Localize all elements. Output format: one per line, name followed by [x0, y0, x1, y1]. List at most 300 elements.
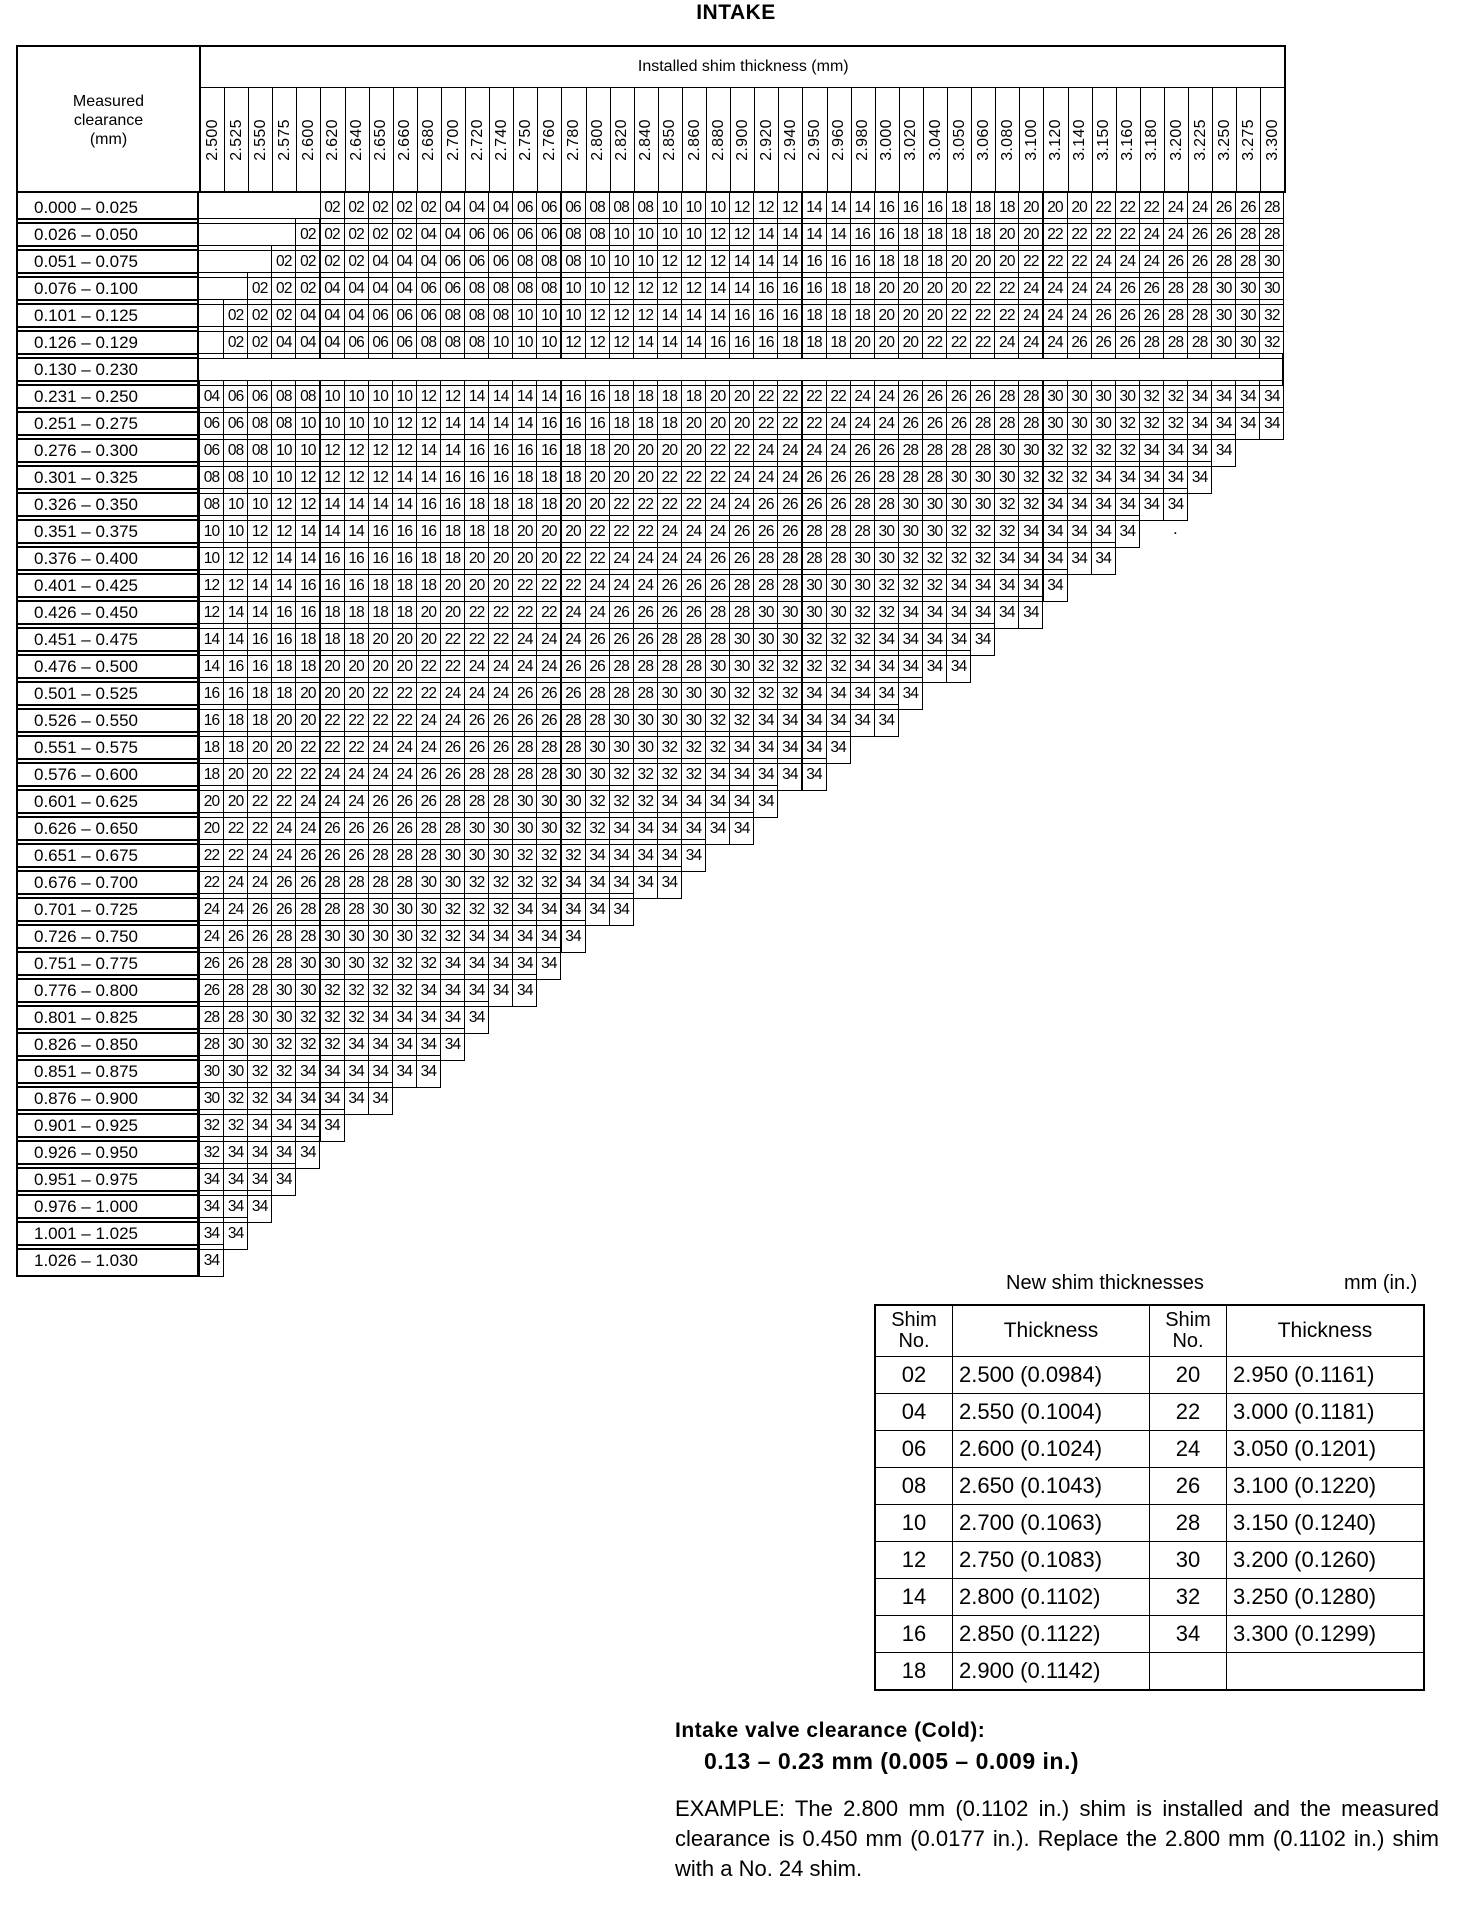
- shim-number-cell: 20: [536, 515, 561, 548]
- shim-number-cell: 14: [705, 299, 730, 332]
- shim-number-cell: 32: [729, 704, 754, 737]
- shim-number-cell: 26: [1163, 245, 1188, 278]
- shim-number-cell: 12: [247, 542, 272, 575]
- shim-number-cell: 12: [753, 191, 778, 224]
- shim-number-cell: 04: [440, 191, 465, 224]
- shim-number-cell: 18: [681, 380, 706, 413]
- shim-number-cell: 14: [320, 515, 345, 548]
- shim-number-cell: 12: [440, 380, 465, 413]
- shim-number-cell: 32: [223, 1082, 248, 1115]
- shim-number-cell: 22: [223, 812, 248, 845]
- shim-number-cell: 08: [247, 407, 272, 440]
- shim-number-cell: 20: [344, 677, 369, 710]
- shim-number-cell: 34: [1163, 461, 1188, 494]
- shim-number-cell: 18: [561, 461, 586, 494]
- shim-number-cell: 24: [585, 596, 610, 629]
- shim-number-cell: 34: [1018, 542, 1043, 575]
- shim-number-cell: 26: [271, 866, 296, 899]
- shim-number-cell: 14: [826, 218, 851, 251]
- shim-number-cell: 06: [440, 245, 465, 278]
- clearance-range: 0.351 – 0.375: [16, 515, 199, 548]
- shim-number-cell: 24: [416, 731, 441, 764]
- shim-number-cell: 22: [1018, 245, 1043, 278]
- shim-number-cell: 02: [320, 218, 345, 251]
- shim-number-cell: 34: [874, 650, 899, 683]
- measured-clearance-header: Measured clearance (mm): [18, 47, 201, 193]
- shim-number-cell: 24: [199, 893, 224, 926]
- shim-number-cell: 16: [561, 380, 586, 413]
- shim-number-cell: 24: [1018, 326, 1043, 359]
- shim-number-cell: 34: [320, 1109, 345, 1142]
- shim-number-cell: 06: [223, 407, 248, 440]
- shim-number-cell: 24: [681, 542, 706, 575]
- shim-number-cell: 34: [1163, 434, 1188, 467]
- shim-number-cell: 32: [1091, 434, 1116, 467]
- shim-number-cell: 26: [609, 596, 634, 629]
- installed-thickness-label: 2.525: [227, 118, 245, 161]
- shim-number-cell: 16: [320, 569, 345, 602]
- shim-number-cell: 30: [802, 569, 827, 602]
- shim-number-cell: 30: [729, 650, 754, 683]
- shim-number-cell: 32: [729, 677, 754, 710]
- shim-number-cell: 32: [512, 839, 537, 872]
- shim-number-cell: 14: [199, 623, 224, 656]
- shim-number-cell: 34: [705, 785, 730, 818]
- shim-number-cell: 16: [874, 191, 899, 224]
- shim-number-cell: 30: [1211, 299, 1236, 332]
- shim-number-cell: 16: [320, 542, 345, 575]
- shim-number-cell: 24: [247, 839, 272, 872]
- clearance-range: 0.601 – 0.625: [16, 785, 199, 818]
- shim-number-cell: 20: [223, 758, 248, 791]
- shim-number-cell: 32: [970, 542, 995, 575]
- shim-number-cell: 32: [777, 650, 802, 683]
- shim-number-cell: 10: [657, 191, 682, 224]
- shim-number-cell: 02: [392, 191, 417, 224]
- shim-number-cell: 34: [681, 785, 706, 818]
- shim-number-cell: 26: [512, 677, 537, 710]
- installed-thickness-label: 2.620: [324, 118, 342, 161]
- installed-thickness-label: 2.680: [420, 118, 438, 161]
- shim-number-cell: 24: [633, 542, 658, 575]
- shim-number-cell: 22: [1115, 191, 1140, 224]
- shim-number-cell: 28: [922, 434, 947, 467]
- shim-number-cell: 14: [777, 218, 802, 251]
- installed-thickness-col: [1093, 88, 1117, 191]
- installed-thickness-col: [346, 88, 370, 191]
- shim-number-cell: 04: [488, 191, 513, 224]
- shim-number-cell: 24: [1043, 299, 1068, 332]
- shim-number-cell: 26: [681, 569, 706, 602]
- shim-number-cell: 32: [922, 569, 947, 602]
- shim-number-cell: 24: [826, 407, 851, 440]
- shim-number-cell: 08: [199, 461, 224, 494]
- shim-number-cell: 22: [729, 434, 754, 467]
- shim-number-cell: 02: [271, 272, 296, 305]
- shim-number-cell: 14: [295, 515, 320, 548]
- shim-number-cell: 32: [946, 542, 971, 575]
- shim-number-cell: 30: [536, 785, 561, 818]
- shim-number-cell: 34: [1187, 461, 1212, 494]
- shim-number-cell: 12: [705, 245, 730, 278]
- shim-number-cell: 18: [898, 218, 923, 251]
- shim-number-cell: 30: [488, 839, 513, 872]
- shim-number-cell: 34: [970, 569, 995, 602]
- shim-number-cell: 16: [247, 650, 272, 683]
- shim-number-cell: 34: [1043, 488, 1068, 521]
- shim-number-cell: 18: [922, 218, 947, 251]
- shim-number-cell: 12: [368, 434, 393, 467]
- shim-number-cell: 28: [705, 623, 730, 656]
- shim-number-cell: 32: [1115, 407, 1140, 440]
- shim-number-cell: 32: [1043, 434, 1068, 467]
- shim-number-cell: 26: [320, 839, 345, 872]
- shim-number-cell: 20: [416, 623, 441, 656]
- new-shim-table: [874, 1304, 1425, 1691]
- shim-number-cell: 32: [802, 650, 827, 683]
- shim-number-cell: 18: [826, 299, 851, 332]
- shim-number-cell: 02: [392, 218, 417, 251]
- shim-number-cell: 34: [512, 920, 537, 953]
- shim-number-cell: 34: [1259, 407, 1284, 440]
- shim-number-cell: 26: [247, 920, 272, 953]
- shim-number-cell: 10: [320, 380, 345, 413]
- intake-clearance-spec: [675, 1716, 1079, 1776]
- shim-number-cell: 20: [874, 272, 899, 305]
- example-text: EXAMPLE: The 2.800 mm (0.1102 in.) shim is installed and the measured clearance is 0.450 mm (0.0177 in.). Replace the 2.800 mm (0.1102 in.) shim with a No. 24 shim.: [675, 1796, 1439, 1881]
- shim-number-cell: 22: [609, 515, 634, 548]
- shim-number-cell: 26: [1115, 272, 1140, 305]
- shim-number-cell: 22: [295, 731, 320, 764]
- clearance-range: 0.101 – 0.125: [16, 299, 199, 332]
- shim-number-cell: 18: [922, 245, 947, 278]
- installed-thickness-col: [611, 88, 635, 191]
- shim-number-cell: 12: [271, 515, 296, 548]
- shim-number-cell: 20: [609, 461, 634, 494]
- shim-number-cell: 06: [199, 407, 224, 440]
- shim-number-cell: 14: [512, 407, 537, 440]
- shim-number-cell: 20: [898, 326, 923, 359]
- installed-thickness-label: 2.550: [251, 118, 269, 161]
- shim-number-cell: 20: [223, 785, 248, 818]
- installed-thickness-col: [1213, 88, 1237, 191]
- shim-number-cell: 34: [681, 812, 706, 845]
- shim-number-cell: 12: [320, 461, 345, 494]
- shim-number-cell: 30: [585, 758, 610, 791]
- shim-number-cell: 08: [271, 380, 296, 413]
- shim-number-cell: 22: [344, 731, 369, 764]
- shim-number-cell: 28: [657, 623, 682, 656]
- shim-number-cell: 34: [1211, 380, 1236, 413]
- shim-number-cell: 10: [392, 380, 417, 413]
- shim-number-cell: 28: [561, 731, 586, 764]
- shim-number-cell: 06: [488, 245, 513, 278]
- shim-number-cell: 14: [753, 218, 778, 251]
- shim-number-cell: 28: [970, 407, 995, 440]
- shim-number-cell: 24: [802, 434, 827, 467]
- installed-thickness-label: 3.040: [926, 118, 944, 161]
- shim-thickness-cell: 2.500 (0.0984): [953, 1357, 1150, 1394]
- shim-number-cell: 32: [344, 1001, 369, 1034]
- shim-number-cell: 28: [1211, 245, 1236, 278]
- shim-number-cell: 34: [633, 812, 658, 845]
- installed-thickness-col: [563, 88, 587, 191]
- shim-number-cell: 30: [1235, 299, 1260, 332]
- shim-number-cell: 20: [561, 515, 586, 548]
- shim-number-cell: 26: [536, 677, 561, 710]
- clearance-range: 0.701 – 0.725: [16, 893, 199, 926]
- shim-number-cell: 10: [295, 434, 320, 467]
- shim-number-cell: 26: [416, 758, 441, 791]
- shim-number-cell: 16: [705, 326, 730, 359]
- shim-number-cell: 04: [464, 191, 489, 224]
- installed-thickness-col: [900, 88, 924, 191]
- shim-number-cell: 14: [512, 380, 537, 413]
- shim-number-cell: 28: [368, 866, 393, 899]
- shim-number-cell: 06: [416, 272, 441, 305]
- shim-number-cell: 22: [368, 704, 393, 737]
- shim-number-cell: 12: [344, 461, 369, 494]
- shim-number-cell: 02: [320, 245, 345, 278]
- shim-number-cell: 04: [368, 272, 393, 305]
- shim-number-cell: 24: [1187, 191, 1212, 224]
- shim-number-cell: 26: [802, 461, 827, 494]
- shim-number-cell: 34: [1067, 542, 1092, 575]
- shim-number-cell: 24: [1163, 191, 1188, 224]
- shim-number-cell: 28: [344, 866, 369, 899]
- shim-number-cell: 30: [512, 785, 537, 818]
- shim-number-cell: 24: [633, 569, 658, 602]
- shim-number-cell: 32: [464, 866, 489, 899]
- shim-number-cell: 24: [1067, 272, 1092, 305]
- shim-number-cell: 26: [1211, 218, 1236, 251]
- shim-number-cell: 10: [536, 299, 561, 332]
- shim-thickness-cell: 2.850 (0.1122): [953, 1616, 1150, 1653]
- installed-thickness-label: 3.000: [878, 118, 896, 161]
- shim-number-cell: 26: [512, 704, 537, 737]
- shim-number-cell: 02: [368, 191, 393, 224]
- shim-number-cell: 30: [729, 623, 754, 656]
- shim-number-cell: 18: [368, 569, 393, 602]
- shim-number-cell: 06: [392, 326, 417, 359]
- shim-number-cell: 26: [1139, 272, 1164, 305]
- shim-number-cell: 34: [440, 1028, 465, 1061]
- shim-number-cell: 26: [464, 731, 489, 764]
- shim-number-cell: 28: [416, 812, 441, 845]
- shim-number-cell: 28: [536, 758, 561, 791]
- clearance-range: 0.326 – 0.350: [16, 488, 199, 521]
- shim-number-cell: 26: [199, 974, 224, 1007]
- shim-number-cell: 34: [777, 731, 802, 764]
- shim-number-cell: 24: [464, 650, 489, 683]
- shim-number-cell: 22: [464, 623, 489, 656]
- shim-number-cell: 18: [826, 326, 851, 359]
- shim-number-cell: 30: [368, 893, 393, 926]
- shim-number-cell: 28: [1163, 272, 1188, 305]
- shim-number-cell: 12: [657, 245, 682, 278]
- shim-number-cell: 24: [488, 677, 513, 710]
- shim-number-cell: 32: [681, 731, 706, 764]
- shim-number-cell: 10: [344, 380, 369, 413]
- shim-number-cell: 28: [1018, 407, 1043, 440]
- shim-number-cell: 34: [946, 623, 971, 656]
- shim-number-cell: 16: [368, 542, 393, 575]
- shim-number-cell: 26: [850, 434, 875, 467]
- shim-number-cell: 24: [753, 461, 778, 494]
- shim-number-cell: 30: [633, 731, 658, 764]
- shim-number-cell: 28: [922, 461, 947, 494]
- shim-number-cell: 34: [223, 1217, 248, 1250]
- shim-number-cell: 28: [826, 515, 851, 548]
- shim-number-cell: 34: [609, 866, 634, 899]
- shim-number-cell: 24: [392, 758, 417, 791]
- installed-thickness-label: 2.750: [516, 118, 534, 161]
- shim-number-cell: 30: [223, 1055, 248, 1088]
- shim-number-cell: 34: [1018, 596, 1043, 629]
- shim-number-cell: 34: [1043, 569, 1068, 602]
- shim-number-cell: 34: [1091, 515, 1116, 548]
- shim-number-cell: 30: [1043, 407, 1068, 440]
- shim-number-cell: 20: [392, 650, 417, 683]
- shim-number-cell: 04: [295, 299, 320, 332]
- shim-number-cell: 16: [585, 407, 610, 440]
- shim-number-cell: 30: [946, 461, 971, 494]
- shim-number-cell: 28: [320, 893, 345, 926]
- shim-number-cell: 02: [416, 191, 441, 224]
- shim-number-cell: 32: [295, 1001, 320, 1034]
- shim-number-cell: 34: [898, 650, 923, 683]
- shim-number-cell: 34: [970, 596, 995, 629]
- shim-number-cell: 12: [729, 218, 754, 251]
- shim-number-cell: 34: [1235, 380, 1260, 413]
- shim-number-cell: 32: [392, 947, 417, 980]
- shim-number-cell: 20: [946, 245, 971, 278]
- shim-number-cell: 18: [970, 191, 995, 224]
- shim-number-cell: 10: [705, 191, 730, 224]
- shim-number-cell: 16: [392, 515, 417, 548]
- shim-number-cell: 24: [320, 785, 345, 818]
- shim-number-cell: 34: [1187, 380, 1212, 413]
- shim-number-cell: 12: [585, 326, 610, 359]
- shim-number-cell: 24: [1163, 218, 1188, 251]
- shim-number-cell: 10: [488, 326, 513, 359]
- shim-number-cell: 26: [223, 947, 248, 980]
- shim-number-cell: 28: [1259, 191, 1284, 224]
- shim-number-cell: 32: [777, 677, 802, 710]
- shim-number-cell: 14: [247, 596, 272, 629]
- shim-number-cell: 28: [585, 704, 610, 737]
- shim-number-cell: 34: [1067, 488, 1092, 521]
- shim-number-cell: 28: [1259, 218, 1284, 251]
- clearance-range: 0.126 – 0.129: [16, 326, 199, 359]
- shim-number-cell: 26: [344, 812, 369, 845]
- shim-number-cell: 14: [368, 488, 393, 521]
- shim-number-cell: 26: [633, 623, 658, 656]
- shim-number-cell: 28: [681, 650, 706, 683]
- shim-number-cell: 34: [1211, 434, 1236, 467]
- shim-number-cell: 32: [320, 1001, 345, 1034]
- shim-number-cell: 34: [1043, 542, 1068, 575]
- shim-number-cell: 26: [729, 542, 754, 575]
- shim-number-cell: 06: [464, 245, 489, 278]
- shim-number-cell: 16: [488, 461, 513, 494]
- shim-number-cell: 34: [392, 1055, 417, 1088]
- shim-number-cell: 28: [368, 839, 393, 872]
- shim-no-cell: 24: [1150, 1431, 1227, 1468]
- shim-number-cell: 20: [199, 812, 224, 845]
- shim-number-cell: 22: [585, 515, 610, 548]
- clearance-range: 0.776 – 0.800: [16, 974, 199, 1007]
- shim-number-cell: 34: [344, 1028, 369, 1061]
- shim-number-cell: 16: [898, 191, 923, 224]
- clearance-range: 0.626 – 0.650: [16, 812, 199, 845]
- shim-number-cell: 34: [946, 596, 971, 629]
- shim-number-cell: 18: [295, 623, 320, 656]
- shim-number-cell: 08: [464, 299, 489, 332]
- shim-number-cell: 26: [1139, 299, 1164, 332]
- shim-number-cell: 12: [247, 515, 272, 548]
- shim-number-cell: 12: [392, 407, 417, 440]
- shim-number-cell: 24: [536, 650, 561, 683]
- shim-number-cell: 32: [681, 758, 706, 791]
- shim-thickness-cell: 2.750 (0.1083): [953, 1542, 1150, 1579]
- shim-number-cell: 24: [1067, 299, 1092, 332]
- shim-number-cell: 12: [295, 461, 320, 494]
- shim-number-cell: 02: [295, 272, 320, 305]
- shim-number-cell: 16: [440, 488, 465, 521]
- shim-no-cell: 34: [1150, 1616, 1227, 1653]
- shim-number-cell: 30: [344, 947, 369, 980]
- clearance-range: 0.851 – 0.875: [16, 1055, 199, 1088]
- shim-number-cell: 14: [802, 218, 827, 251]
- shim-number-cell: 34: [561, 866, 586, 899]
- shim-number-cell: 20: [536, 542, 561, 575]
- shim-number-cell: 22: [753, 380, 778, 413]
- clearance-range: 0.076 – 0.100: [16, 272, 199, 305]
- installed-thickness-label: 2.960: [830, 118, 848, 161]
- shim-number-cell: 34: [392, 1001, 417, 1034]
- shim-number-cell: 30: [705, 650, 730, 683]
- clearance-range: 0.976 – 1.000: [16, 1190, 199, 1223]
- clearance-range: 0.676 – 0.700: [16, 866, 199, 899]
- shim-number-cell: 34: [1235, 407, 1260, 440]
- shim-table-row: [875, 1653, 1424, 1691]
- shim-number-cell: 02: [223, 326, 248, 359]
- shim-number-cell: 24: [295, 785, 320, 818]
- shim-number-cell: 34: [753, 758, 778, 791]
- installed-thickness-label: 3.050: [950, 118, 968, 161]
- shim-number-cell: 26: [657, 596, 682, 629]
- shim-number-cell: 30: [536, 812, 561, 845]
- shim-number-cell: 08: [440, 299, 465, 332]
- shim-number-cell: 34: [512, 947, 537, 980]
- shim-number-cell: 22: [970, 326, 995, 359]
- shim-number-cell: 28: [416, 839, 441, 872]
- shim-number-cell: 06: [199, 434, 224, 467]
- installed-thickness-col: [852, 88, 876, 191]
- shim-number-cell: 20: [295, 704, 320, 737]
- shim-number-cell: 30: [633, 704, 658, 737]
- installed-thickness-col: [779, 88, 803, 191]
- shim-number-cell: 30: [874, 515, 899, 548]
- shim-number-cell: 18: [464, 515, 489, 548]
- shim-number-cell: 30: [1211, 272, 1236, 305]
- shim-number-cell: 12: [368, 461, 393, 494]
- installed-thickness-label: 2.850: [661, 118, 679, 161]
- shim-number-cell: 14: [247, 569, 272, 602]
- shim-number-cell: 14: [320, 488, 345, 521]
- shim-number-cell: 26: [946, 380, 971, 413]
